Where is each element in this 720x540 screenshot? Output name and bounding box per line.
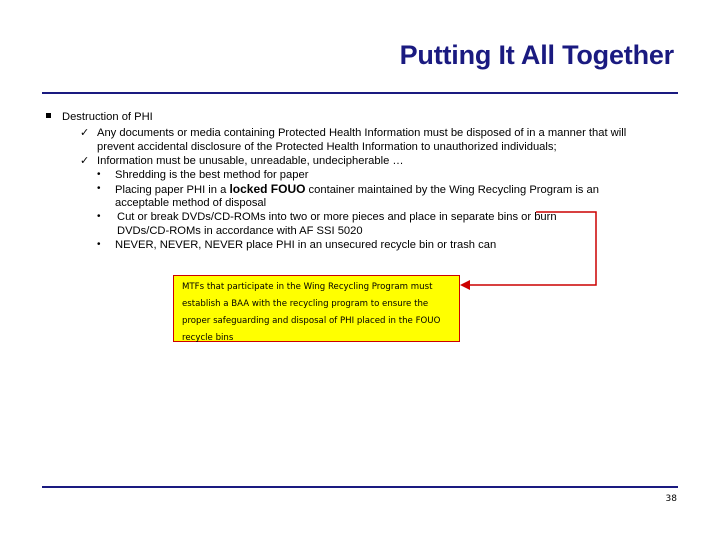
sub2-pre: Placing paper PHI in a xyxy=(115,184,230,196)
check2-text: Information must be unusable, unreadable, undecipherable … xyxy=(97,155,404,167)
check1-line1: Any documents or media containing Protected Health Information must be disposed of in a manner that will xyxy=(97,127,627,139)
slide-title: Putting It All Together xyxy=(399,40,674,70)
sub-bullet-3-line1: Cut or break DVDs/CD-ROMs into two or more pieces and place in separate bins or burn xyxy=(117,211,557,223)
sub2-bold: locked FOUO xyxy=(229,182,306,196)
dot-bullet-icon: • xyxy=(97,183,101,194)
arrow-connector xyxy=(466,212,596,285)
callout-line4: recycle bins xyxy=(182,333,234,343)
bullet-heading: Destruction of PHI xyxy=(62,111,153,123)
sub2-post: container maintained by the Wing Recycling Program is an xyxy=(305,184,599,196)
sub-bullet-3-line2: DVDs/CD-ROMs in accordance with AF SSI 5020 xyxy=(117,225,363,237)
callout-line3: proper safeguarding and disposal of PHI placed in the FOUO xyxy=(182,316,441,326)
sub-bullet-2-line2: acceptable method of disposal xyxy=(115,197,267,209)
checkmark-icon: ✓ xyxy=(80,127,90,139)
page-number: 38 xyxy=(665,494,677,504)
arrowhead-icon xyxy=(460,280,470,290)
callout-line1: MTFs that participate in the Wing Recycling Program must xyxy=(182,282,433,292)
sub-bullet-4: NEVER, NEVER, NEVER place PHI in an unsecured recycle bin or trash can xyxy=(115,239,497,251)
sub-bullet-1: Shredding is the best method for paper xyxy=(115,169,309,181)
dot-bullet-icon: • xyxy=(97,211,101,222)
checkmark-icon: ✓ xyxy=(80,155,90,167)
callout-line2: establish a BAA with the recycling program to ensure the xyxy=(182,299,429,309)
callout-box xyxy=(173,275,460,342)
check1-line2: prevent accidental disclosure of the Protected Health Information to unauthorized individuals; xyxy=(97,141,557,153)
dot-bullet-icon: • xyxy=(97,169,101,180)
bottom-divider xyxy=(42,486,678,488)
dot-bullet-icon: • xyxy=(97,239,101,250)
